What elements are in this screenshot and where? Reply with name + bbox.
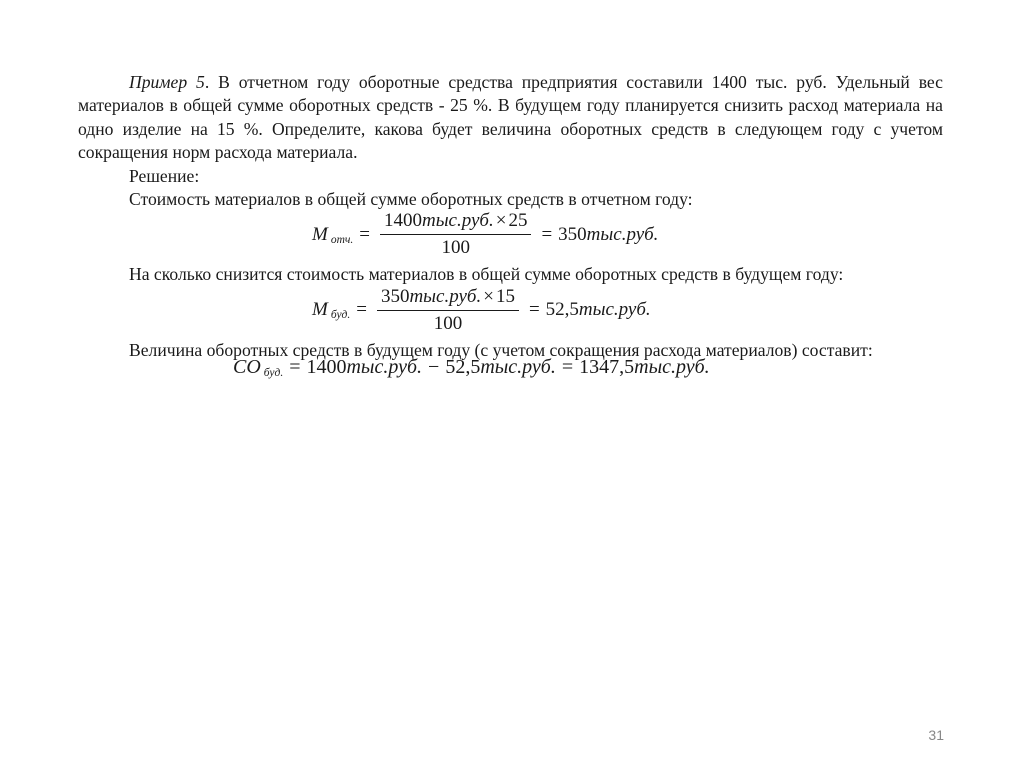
formula-materials-future <box>78 287 943 339</box>
page-number: 31 <box>928 727 944 743</box>
formula2-equals2: = <box>528 299 540 321</box>
formula3-subscript: буд. <box>263 367 284 380</box>
formula1-result-value: 350 <box>558 223 587 245</box>
formula1-numerator <box>380 208 531 235</box>
formula1-num-a: 1400 <box>383 210 422 232</box>
formula3-term2-unit: тыс.руб. <box>480 356 556 379</box>
step3-text: Величина оборотных средств в будущем году (с учетом сокращения расхода материалов) составит: <box>129 339 873 360</box>
slide-content <box>78 71 943 396</box>
formula2-equals: = <box>356 299 367 321</box>
example-label: Пример 5 <box>129 72 205 92</box>
formula-working-capital-future <box>78 356 943 396</box>
formula2-numerator <box>377 284 519 311</box>
formula2-symbol: M <box>312 299 328 321</box>
formula3-symbol: CO <box>233 356 261 379</box>
formula3-term2-value: 52,5 <box>445 356 481 379</box>
formula3-result-value: 1347,5 <box>579 356 635 379</box>
formula1-num-unit: тыс.руб. <box>421 210 494 232</box>
formula3-term1-unit: тыс.руб. <box>346 356 423 379</box>
formula1-result-unit: тыс.руб. <box>586 223 659 245</box>
formula1-num-b: 25 <box>508 210 528 232</box>
formula2-fraction <box>377 284 519 336</box>
formula2-denominator: 100 <box>433 312 463 334</box>
formula1-equals2: = <box>541 223 553 245</box>
step2-text: На сколько снизится стоимость материалов в общей сумме оборотных средств в будущем году: <box>129 264 844 285</box>
formula2-num-b: 15 <box>495 285 515 307</box>
formula2-subscript: буд. <box>330 309 351 322</box>
problem-paragraph <box>78 71 943 165</box>
formula2-result-value: 52,5 <box>545 299 579 321</box>
formula1-subscript: отч. <box>330 233 354 246</box>
formula2-times: × <box>483 285 494 307</box>
formula3-equals2: = <box>561 356 574 379</box>
problem-text: . В отчетном году оборотные средства предприятия составили 1400 тыс. руб. Удельный вес материалов в общей сумме оборотных средств - 25 %. В будущем году планируется снизить расход материала на одно изделие на 15 %. Определите, какова будет величина оборотных средств в следующем году с учетом сокращения норм расхода материала. <box>78 72 943 163</box>
formula1-symbol: M <box>312 223 328 245</box>
solution-label: Решение: <box>129 165 200 186</box>
formula-materials-reporting <box>78 211 943 263</box>
formula1-fraction <box>380 208 531 260</box>
formula1-times: × <box>495 210 507 232</box>
formula2-result-unit: тыс.руб. <box>578 299 651 321</box>
formula1-equals: = <box>359 223 370 245</box>
formula3-minus: − <box>428 356 440 379</box>
step1-text: Стоимость материалов в общей сумме оборотных средств в отчетном году: <box>129 189 693 210</box>
formula2-num-unit: тыс.руб. <box>409 285 482 307</box>
formula3-equals: = <box>289 356 301 379</box>
formula3-term1-value: 1400 <box>306 356 347 379</box>
formula1-denominator: 100 <box>441 237 470 259</box>
formula2-num-a: 350 <box>380 285 410 307</box>
formula3-result-unit: тыс.руб. <box>634 356 710 379</box>
